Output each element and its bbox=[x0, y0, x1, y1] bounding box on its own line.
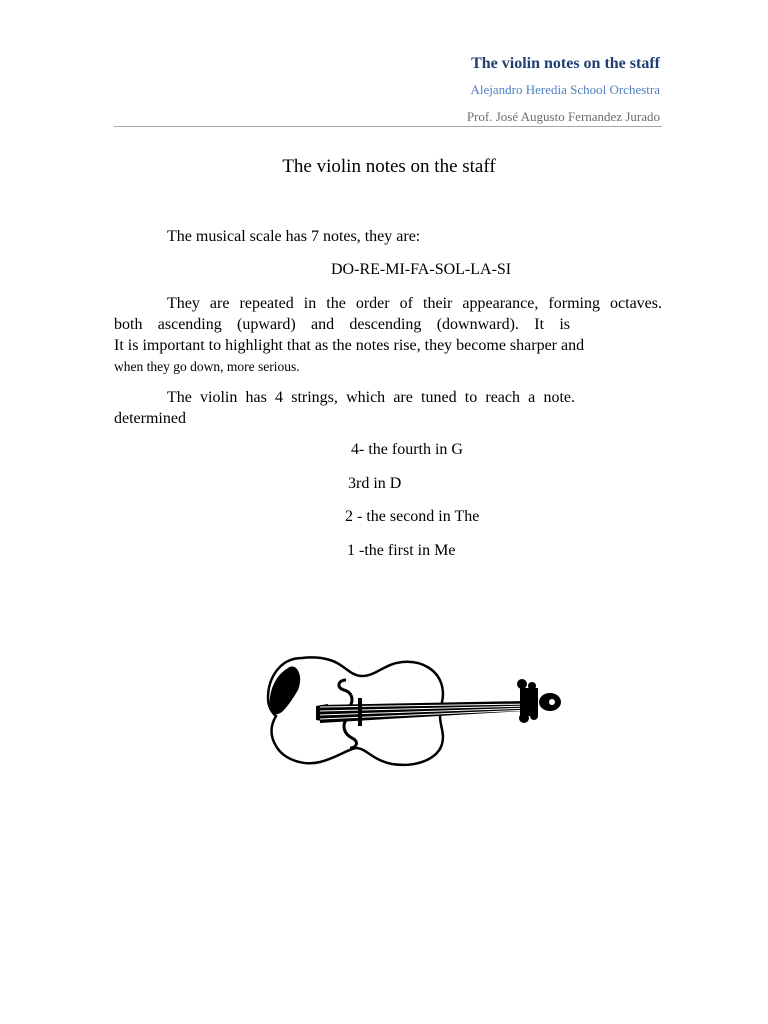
octave-line-3: It is important to highlight that as the notes rise, they become sharper and bbox=[114, 337, 585, 354]
intro-paragraph: The musical scale has 7 notes, they are: bbox=[167, 228, 421, 245]
violin-icon bbox=[262, 650, 568, 770]
header-title: The violin notes on the staff bbox=[471, 55, 660, 72]
string-item: 3rd in D bbox=[348, 475, 402, 492]
string-item: 4- the fourth in G bbox=[351, 441, 463, 458]
octave-paragraph bbox=[114, 293, 662, 377]
strings-paragraph bbox=[114, 387, 662, 429]
header-professor: Prof. José Augusto Fernandez Jurado bbox=[466, 109, 660, 124]
document-title: The violin notes on the staff bbox=[282, 156, 496, 177]
header-divider bbox=[114, 126, 662, 127]
string-item: 2 - the second in The bbox=[345, 508, 480, 525]
page-header bbox=[467, 54, 660, 125]
strings-line-1: The violin has 4 strings, which are tuned to reach a note. bbox=[167, 389, 575, 406]
scale-notes: DO-RE-MI-FA-SOL-LA-SI bbox=[331, 261, 512, 278]
octave-line-2: both ascending (upward) and descending (downward). It is bbox=[114, 316, 570, 333]
strings-line-2: determined bbox=[114, 410, 186, 427]
header-school: Alejandro Heredia School Orchestra bbox=[470, 82, 660, 97]
octave-line-1: They are repeated in the order of their appearance, forming octaves. bbox=[167, 295, 662, 312]
string-item: 1 -the first in Me bbox=[347, 542, 456, 559]
octave-line-4: when they go down, more serious. bbox=[114, 359, 300, 374]
